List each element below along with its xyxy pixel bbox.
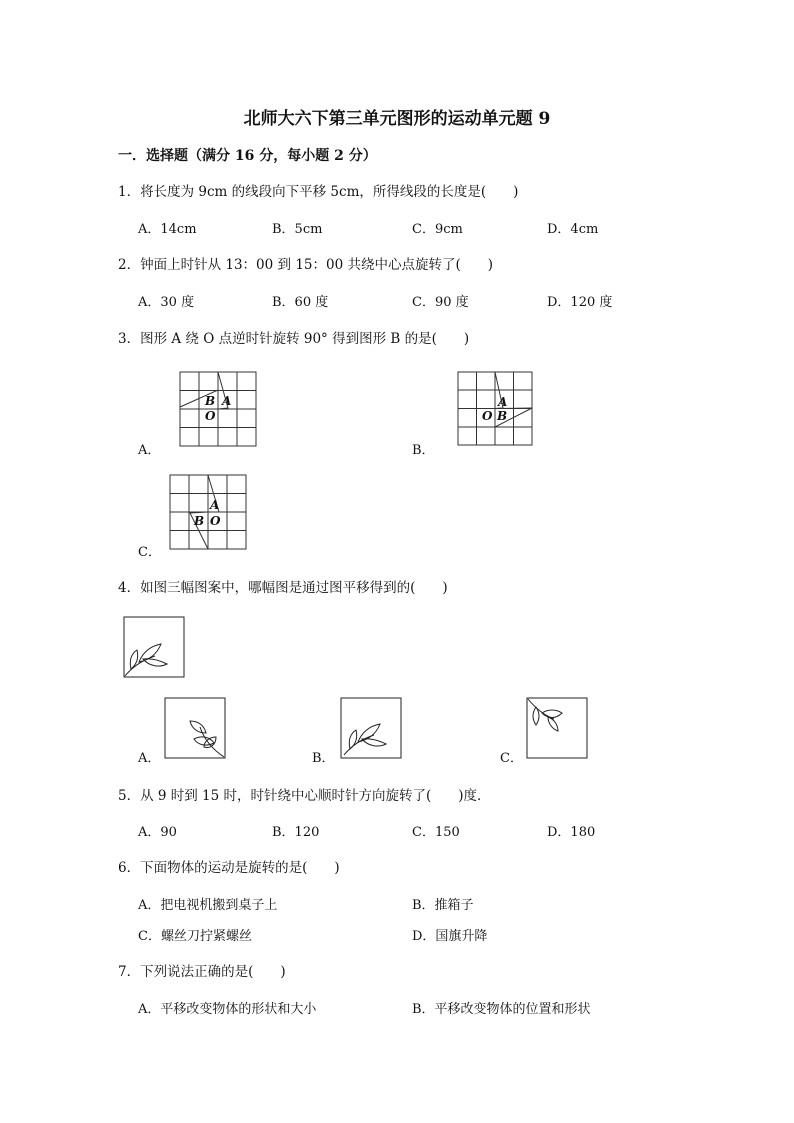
question-5-option-a[interactable]: A．90	[138, 825, 177, 840]
label-o: O	[482, 409, 493, 423]
label-b: B	[497, 409, 508, 423]
label-b: B	[205, 394, 216, 408]
question-3-option-b[interactable]: B．	[412, 443, 435, 458]
label-a: A	[210, 498, 220, 512]
question-1-option-b[interactable]: B．5cm	[272, 222, 323, 237]
question-3-option-a[interactable]: A．	[138, 443, 161, 458]
leaf-option-c-figure	[526, 697, 588, 759]
question-6-option-b[interactable]: B．推箱子	[412, 898, 474, 913]
question-4-option-a[interactable]: A．	[138, 751, 161, 766]
question-6-option-c[interactable]: C．螺丝刀拧紧螺丝	[138, 929, 252, 944]
label-o: O	[210, 514, 221, 528]
question-3-stem: 3．图形 A 绕 O 点逆时针旋转 90° 得到图形 B 的是( )	[118, 331, 470, 347]
question-5-stem: 5．从 9 时到 15 时，时针绕中心顺时针方向旋转了( )度．	[118, 788, 491, 804]
leaf-original-figure	[123, 616, 185, 678]
question-1-option-d[interactable]: D．4cm	[547, 222, 599, 237]
question-7-option-a[interactable]: A．平移改变物体的形状和大小	[138, 1002, 317, 1017]
question-4-option-b[interactable]: B．	[312, 751, 335, 766]
question-2-stem: 2．钟面上时针从 13：00 到 15：00 共绕中心点旋转了( )	[118, 257, 494, 273]
question-6-option-d[interactable]: D．国旗升降	[412, 929, 488, 944]
question-6-option-a[interactable]: A．把电视机搬到桌子上	[138, 898, 278, 913]
label-a: A	[222, 394, 232, 408]
question-2-option-c[interactable]: C．90 度	[412, 295, 469, 310]
section-heading: 一．选择题（满分 16 分，每小题 2 分）	[118, 148, 377, 164]
label-a: A	[498, 395, 508, 409]
leaf-option-a-figure	[164, 697, 226, 759]
label-b: B	[194, 514, 205, 528]
question-1-option-a[interactable]: A．14cm	[138, 222, 197, 237]
question-6-stem: 6．下面物体的运动是旋转的是( )	[118, 860, 340, 876]
question-5-option-b[interactable]: B．120	[272, 825, 320, 840]
question-3-option-c[interactable]: C．	[138, 545, 161, 560]
question-2-option-d[interactable]: D．120 度	[547, 295, 613, 310]
leaf-option-b-figure	[340, 697, 402, 759]
label-o: O	[205, 409, 216, 423]
question-7-option-b[interactable]: B．平移改变物体的位置和形状	[412, 1002, 591, 1017]
rotation-grid-c	[168, 473, 248, 551]
question-1-option-c[interactable]: C．9cm	[412, 222, 463, 237]
question-1-stem: 1．将长度为 9cm 的线段向下平移 5cm，所得线段的长度是( )	[118, 184, 519, 200]
question-5-option-d[interactable]: D．180	[547, 825, 596, 840]
rotation-grid-a	[178, 370, 258, 448]
rotation-grid-b	[456, 370, 534, 446]
page-title: 北师大六下第三单元图形的运动单元题 9	[243, 109, 551, 129]
question-2-option-a[interactable]: A．30 度	[138, 295, 195, 310]
question-7-stem: 7．下列说法正确的是( )	[118, 964, 286, 980]
question-2-option-b[interactable]: B．60 度	[272, 295, 329, 310]
question-4-stem: 4．如图三幅图案中，哪幅图是通过图平移得到的( )	[118, 580, 448, 596]
question-4-option-c[interactable]: C．	[500, 751, 523, 766]
question-5-option-c[interactable]: C．150	[412, 825, 460, 840]
